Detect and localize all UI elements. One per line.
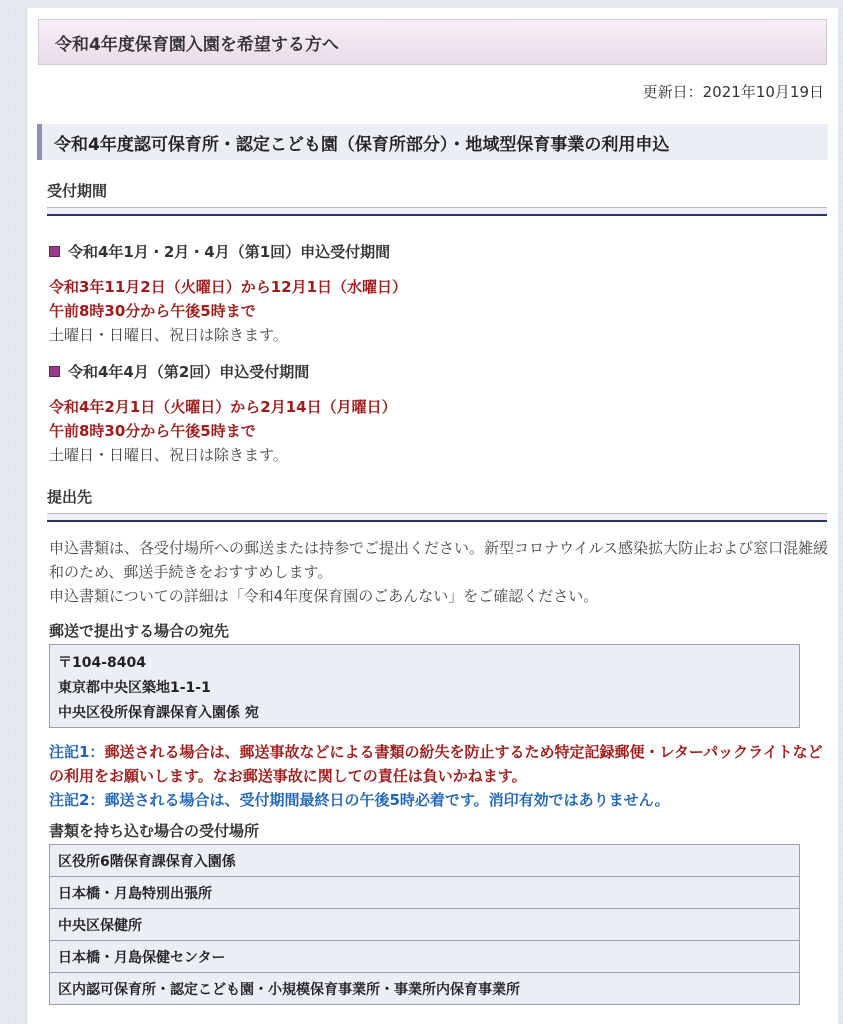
round2-dates: 令和4年2月1日（火曜日）から2月14日（月曜日） (49, 398, 397, 416)
reception-heading: 受付期間 (47, 180, 827, 207)
place-cell: 区内認可保育所・認定こども園・小規模保育事業所・事業所内保育事業所 (50, 973, 800, 1005)
postal-code: 〒104-8404 (58, 655, 146, 671)
table-row (50, 877, 800, 909)
note-1-label: 注記1： (49, 743, 105, 761)
submission-paragraph: 申込書類は、各受付場所への郵送または持参でご提出ください。新型コロナウイルス感染拡大防止および窓口混雑緩和のため、郵送手続きをおすすめします。 (49, 539, 829, 581)
place-cell: 日本橋・月島特別出張所 (50, 877, 800, 909)
round1-title-text: 令和4年1月・2月・4月（第1回）申込受付期間 (68, 243, 391, 261)
note-1-text: 郵送される場合は、郵送事故などによる書類の紛失を防止するため特定記録郵便・レターパックライトなどの利用をお願いします。なお郵送事故に関しての責任は負いかねます。 (49, 743, 823, 785)
round1-title (49, 241, 390, 262)
bring-heading: 書類を持ち込む場合の受付場所 (49, 822, 260, 840)
note-2-text: 郵送される場合は、受付期間最終日の午後5時必着です。消印有効ではありません。 (104, 791, 670, 809)
square-bullet-icon (49, 246, 60, 257)
note-2 (49, 788, 829, 812)
round1-dates: 令和3年11月2日（火曜日）から12月1日（水曜日） (49, 278, 408, 296)
submission-detail: 申込書類についての詳細は「令和4年度保育園のごあんない」をご確認ください。 (49, 587, 599, 605)
note-2-label: 注記2： (49, 791, 105, 809)
round2-note: 土曜日・日曜日、祝日は除きます。 (49, 446, 288, 464)
round1-hours: 午前8時30分から午後5時まで (49, 302, 256, 320)
note-1 (49, 740, 829, 788)
table-row (50, 909, 800, 941)
table-row (50, 845, 800, 877)
page-title: 令和4年度保育園入園を希望する方へ (38, 19, 827, 65)
round1-note: 土曜日・日曜日、祝日は除きます。 (49, 326, 288, 344)
section-title: 令和4年度認可保育所・認定こども園（保育所部分）・地域型保育事業の利用申込 (37, 124, 828, 160)
reception-places-table (49, 844, 800, 1005)
square-bullet-icon (49, 366, 60, 377)
place-cell: 区役所6階保育課保育入園係 (50, 845, 800, 877)
round2-hours: 午前8時30分から午後5時まで (49, 422, 256, 440)
submission-heading: 提出先 (47, 486, 827, 513)
place-cell: 日本橋・月島保健センター (50, 941, 800, 973)
mail-address-box (49, 644, 800, 728)
round2-title-text: 令和4年4月（第2回）申込受付期間 (68, 363, 310, 381)
address-line2: 中央区役所保育課保育入園係 宛 (58, 705, 259, 721)
place-cell: 中央区保健所 (50, 909, 800, 941)
table-row (50, 973, 800, 1005)
table-row (50, 941, 800, 973)
page (26, 8, 838, 1024)
updated-date: 更新日：2021年10月19日 (642, 83, 824, 101)
address-line1: 東京都中央区築地1-1-1 (58, 680, 211, 696)
round2-title (49, 361, 309, 382)
mail-heading: 郵送で提出する場合の宛先 (49, 622, 230, 640)
